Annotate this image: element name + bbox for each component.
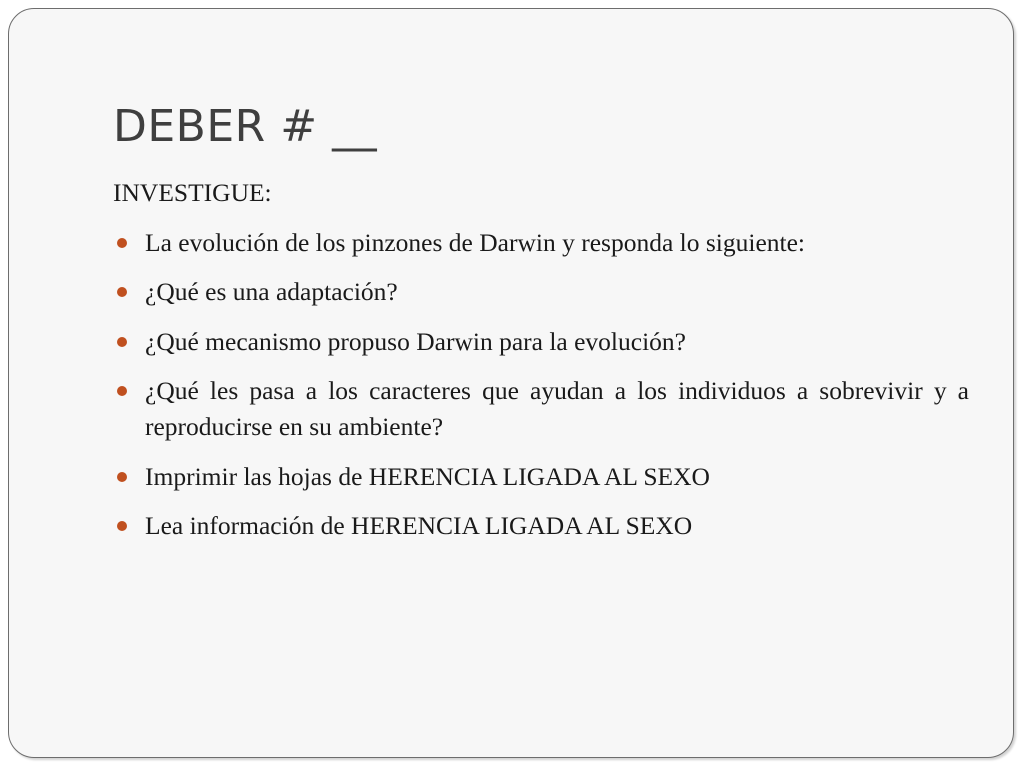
bullet-dot-icon	[117, 521, 127, 531]
bullet-text: Imprimir las hojas de HERENCIA LIGADA AL SEXO	[145, 461, 710, 491]
bullet-item	[113, 508, 969, 544]
bullet-text: Lea información de HERENCIA LIGADA AL SEXO	[145, 511, 693, 540]
bullet-item	[113, 324, 969, 360]
bullet-dot-icon	[117, 238, 127, 248]
bullet-text: ¿Qué es una adaptación?	[145, 277, 398, 306]
intro-text: INVESTIGUE:	[113, 178, 272, 207]
bullet-item	[113, 225, 969, 261]
bullet-dot-icon	[117, 472, 127, 482]
bullet-item	[113, 459, 969, 495]
slide	[8, 8, 1014, 758]
slide-body	[113, 175, 969, 544]
bullet-dot-icon	[117, 287, 127, 297]
bullet-item	[113, 274, 969, 310]
bullet-list	[113, 225, 969, 545]
bullet-text: La evolución de los pinzones de Darwin y responda lo siguiente:	[145, 227, 805, 257]
bullet-text: ¿Qué mecanismo propuso Darwin para la evolución?	[145, 326, 686, 356]
bullet-text: ¿Qué les pasa a los caracteres que ayudan a los individuos a sobrevivir y a reproducirse en su ambiente?	[145, 376, 969, 441]
bullet-dot-icon	[117, 386, 127, 396]
bullet-item	[113, 373, 969, 445]
slide-title: DEBER # __	[113, 101, 378, 152]
bullet-dot-icon	[117, 337, 127, 347]
